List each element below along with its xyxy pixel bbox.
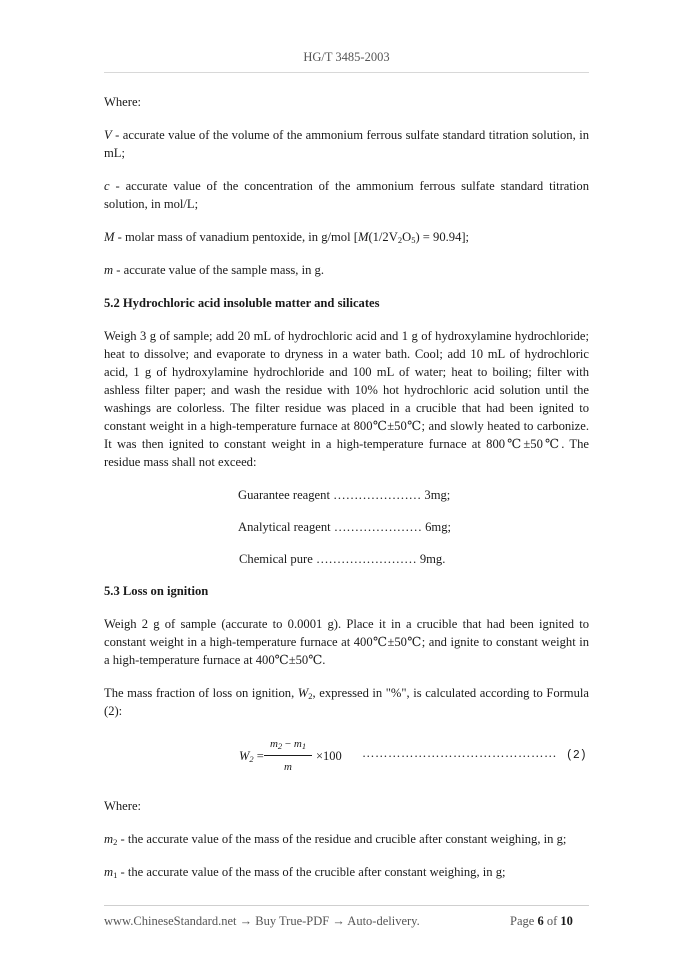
formula-2	[104, 735, 589, 777]
total-pages: 10	[560, 914, 573, 928]
current-page: 6	[537, 914, 544, 928]
formula-lhs-sub: 2	[249, 754, 254, 764]
limit-value: 3mg;	[424, 488, 451, 502]
limit-value: 6mg;	[425, 520, 452, 534]
formula-fraction	[264, 735, 312, 776]
variable-m2-text: - the accurate value of the mass of the residue and crucible after constant weighing, in g;	[117, 832, 567, 846]
num-m2-sub: 2	[277, 741, 283, 751]
of-word: of	[543, 914, 561, 928]
formula-number: (2)	[566, 749, 587, 762]
limit-grade: Guarantee reagent	[238, 488, 330, 502]
page-word: Page	[510, 914, 538, 928]
where-label: Where:	[104, 95, 142, 109]
formula-denominator: m	[284, 761, 292, 773]
variable-m2-definition	[104, 830, 589, 848]
subscript-2: 2	[397, 235, 403, 245]
limit-row-chemical-pure	[239, 550, 589, 568]
limit-grade: Analytical reagent	[238, 520, 331, 534]
limit-dots: …………………	[329, 488, 425, 502]
symbol-M: M	[104, 230, 115, 244]
subscript-2: 2	[308, 691, 313, 701]
section-5-2-body: Weigh 3 g of sample; add 20 mL of hydrochloric acid and 1 g of hydroxylamine hydrochloride; heat to dissolve; and evaporate to dryness in a water bath. Cool; add 10 mL of hydrochloric acid, 1 g of hydroxylamine hydrochloride and 100 mL of water; heat to boiling; filter with ashless filter paper; and wash the residue with 10% hot hydrochloric acid solution until the washings are colorless. The filter residue was placed in a crucible that had been ignited to constant weight in a high-temperature furnace at 800℃±50℃; and slowly heated to carbonize. It was then ignited to constant weight in a high-temperature furnace at 800℃±50℃. The residue mass shall not exceed:	[104, 329, 589, 469]
variable-v-definition	[104, 126, 589, 162]
formula-leader-dots: ………………………………………	[362, 746, 557, 760]
variable-M-text-a: - molar mass of vanadium pentoxide, in g/mol [	[114, 230, 358, 244]
num-m1: m	[293, 738, 302, 750]
limit-value: 9mg.	[419, 552, 446, 566]
footer-website-link[interactable]: www.ChineseStandard.net → Buy True-PDF → Auto-delivery.	[104, 914, 420, 928]
symbol-c: c	[104, 179, 110, 193]
symbol-m: m	[104, 263, 114, 277]
num-m2: m	[269, 738, 278, 750]
header-divider	[104, 72, 589, 73]
symbol-v: V	[104, 128, 112, 142]
limit-dots: …………………	[330, 520, 426, 534]
variable-m1-text: - the accurate value of the mass of the crucible after constant weighing, in g;	[117, 865, 506, 879]
symbol-m1: m	[104, 865, 114, 879]
footer-divider	[104, 905, 589, 906]
where-label-2: Where:	[104, 799, 142, 813]
formula-lhs	[239, 747, 264, 765]
limit-dots: ……………………	[312, 552, 420, 566]
variable-M-definition	[104, 228, 589, 246]
limit-grade: Chemical pure	[239, 552, 313, 566]
subscript-1: 1	[113, 870, 118, 880]
variable-m-definition	[104, 261, 589, 279]
variable-m1-definition	[104, 863, 589, 881]
symbol-m2: m	[104, 832, 114, 846]
page-number	[510, 914, 573, 929]
formula-intro	[104, 684, 589, 720]
subscript-2: 2	[113, 837, 118, 847]
formula-times-100: ×100	[316, 749, 342, 763]
variable-m-text: - accurate value of the sample mass, in g.	[113, 263, 324, 277]
num-m1-sub: 1	[301, 741, 307, 751]
section-5-2-heading: 5.2 Hydrochloric acid insoluble matter and silicates	[104, 296, 380, 310]
variable-v-text: - accurate value of the volume of the ammonium ferrous sulfate standard titration solution, in mL;	[104, 128, 589, 160]
symbol-M-inline: M	[357, 230, 369, 244]
formula-intro-b: , expressed in "%", is calculated according to Formula (2):	[104, 686, 589, 718]
formula-equals: =	[253, 749, 264, 763]
num-minus: −	[282, 738, 294, 750]
section-5-3-body: Weigh 2 g of sample (accurate to 0.0001 g). Place it in a crucible that had been ignited to constant weight in a high-temperature furnace at 400℃±50℃; and ignite to constant weight in a high-temperature furnace at 400℃±50℃.	[104, 617, 589, 667]
formula-lhs-symbol: W	[239, 749, 250, 763]
variable-c-definition	[104, 177, 589, 213]
limit-row-guarantee	[238, 486, 589, 504]
variable-M-text-f: ) = 90.94];	[415, 230, 470, 244]
subscript-5: 5	[411, 235, 416, 245]
formula-numerator	[264, 735, 312, 756]
variable-c-text: - accurate value of the concentration of the ammonium ferrous sulfate standard titration solution, in mol/L;	[104, 179, 589, 211]
section-5-3-heading: 5.3 Loss on ignition	[104, 584, 209, 598]
formula-intro-a: The mass fraction of loss on ignition,	[104, 686, 298, 700]
variable-M-text-b: (1/2V	[368, 230, 398, 244]
symbol-W: W	[297, 686, 309, 700]
page-content	[104, 93, 589, 896]
limit-row-analytical	[238, 518, 589, 536]
variable-M-text-d: O	[402, 230, 412, 244]
document-code-header: HG/T 3485-2003	[303, 50, 390, 64]
